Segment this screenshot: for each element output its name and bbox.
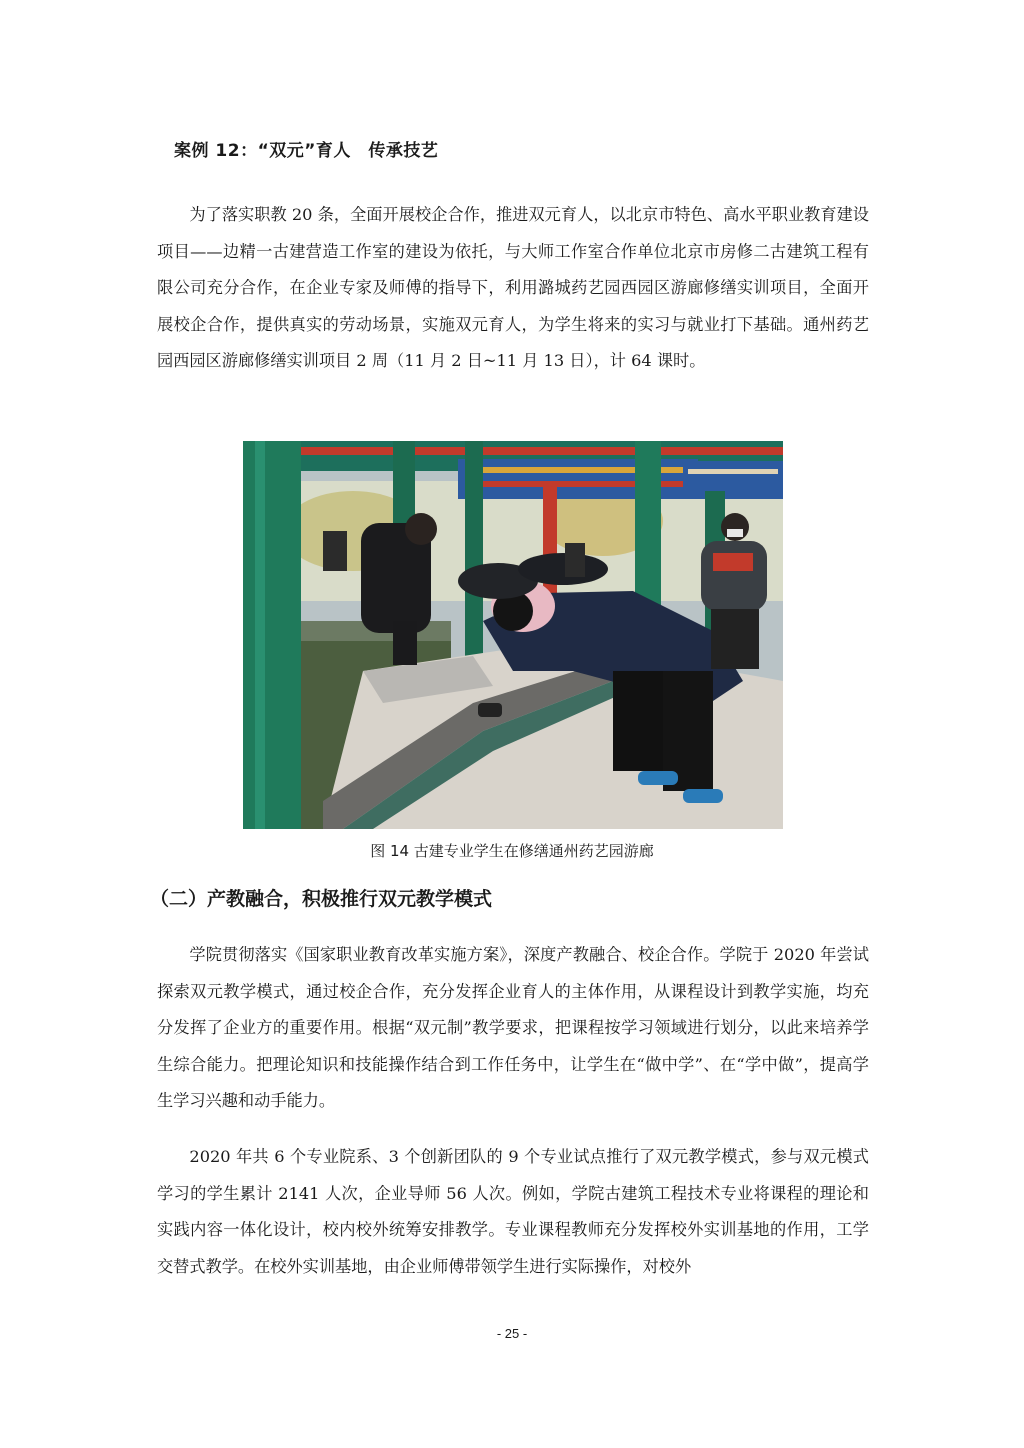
figure-photo [243,441,783,829]
figure-caption: 图 14 古建专业学生在修缮通州药艺园游廊 [370,842,654,860]
section-paragraph: 学院贯彻落实《国家职业教育改革实施方案》，深度产教融合、校企合作。学院于 2020 年尝试探索双元教学模式，通过校企合作，充分发挥企业育人的主体作用，从课程设计到教学实施，均充分发挥了企业方的重要作用。根据“双元制”教学要求，把课程按学习领域进行划分，以此来培养学生综合能力。把理论知识和技能操作结合到工作任务中，让学生在“做中学”、在“学中做”，提高学生学习兴趣和动手能力。 [157,945,869,1111]
page-number: - 25 - [496,1326,528,1341]
section-heading: （二）产教融合，积极推行双元教学模式 [150,888,493,910]
section-paragraph: 2020 年共 6 个专业院系、3 个创新团队的 9 个专业试点推行了双元教学模式，参与双元模式学习的学生累计 2141 人次，企业导师 56 人次。例如，学院古建筑工程技术专业将课程的理论和实践内容一体化设计，校内校外统筹安排教学。专业课程教师充分发挥校外实训基地的作用，工学交替式教学。在校外实训基地，由企业师傅带领学生进行实际操作，对校外 [157,1147,869,1276]
case-title: 案例 12：“双元”育人 传承技艺 [174,141,439,161]
case-paragraph: 为了落实职教 20 条，全面开展校企合作，推进双元育人，以北京市特色、高水平职业教育建设项目——边精一古建营造工作室的建设为依托，与大师工作室合作单位北京市房修二古建筑工程有限公司充分合作，在企业专家及师傅的指导下，利用潞城药艺园西园区游廊修缮实训项目，全面开展校企合作，提供真实的劳动场景，实施双元育人，为学生将来的实习与就业打下基础。通州药艺园西园区游廊修缮实训项目 2 周（11 月 2 日~11 月 13 日），计 64 课时。 [157,205,869,371]
